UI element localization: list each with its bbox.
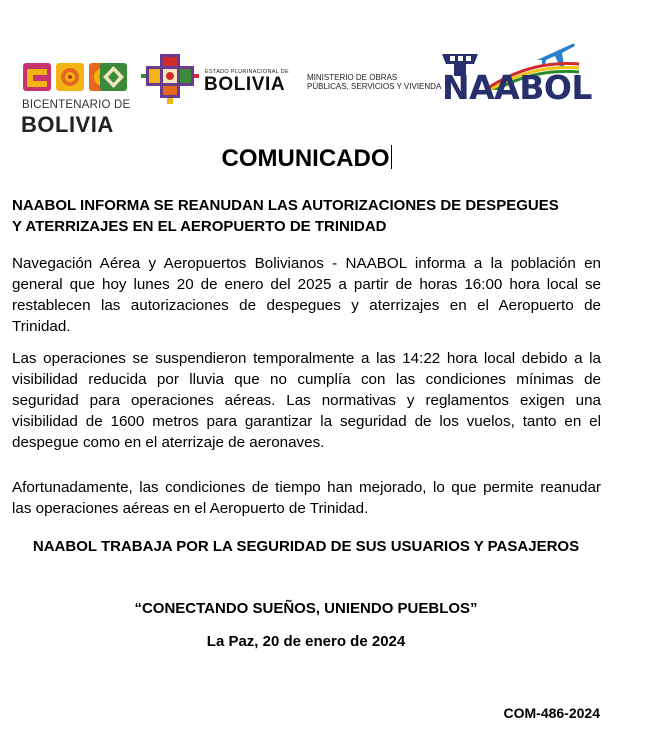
page-title-text: COMUNICADO <box>221 145 390 172</box>
bicentenario-pattern-yellow-icon <box>56 63 84 91</box>
headline <box>12 195 612 237</box>
paragraph-3: Afortunadamente, las condiciones de tiempo han mejorado, lo que permite reanudar las operaciones aéreas en el Aeropuerto de Trinidad. <box>12 479 601 517</box>
place-date: La Paz, 20 de enero de 2024 <box>206 633 406 650</box>
bicentenario-line2: BOLIVIA <box>21 112 114 137</box>
estado-line1: ESTADO PLURINACIONAL DE <box>205 69 289 75</box>
closing-statement: NAABOL TRABAJA POR LA SEGURIDAD DE SUS USUARIOS Y PASAJEROS <box>32 538 580 555</box>
page-title <box>0 145 613 173</box>
paragraph-2: Las operaciones se suspendieron temporalmente a las 14:22 hora local debido a la visibilidad reducida por lluvia que no cumplía con las condiciones mínimas de seguridad para operaciones aéreas. Las normativas y reglamentos exigen una visibilidad de 1600 metros para garantizar la seguridad de los vuelos, tanto en el despegue como en el aterrizaje de aeronaves. <box>12 350 601 451</box>
bicentenario-line1: BICENTENARIO DE <box>22 99 131 111</box>
bicentenario-pattern-green-icon <box>100 63 127 91</box>
slogan: “CONECTANDO SUEÑOS, UNIENDO PUEBLOS” <box>134 600 478 617</box>
ministerio-line1: MINISTERIO DE OBRAS <box>307 73 398 82</box>
bicentenario-pattern-red-icon <box>23 63 51 91</box>
paragraph-1: Navegación Aérea y Aeropuertos Bolivianos - NAABOL informa a la población en general que hoy lunes 20 de enero del 2025 a partir de horas 16:00 hora local se restablecen las autorizaciones de despegues y aterrizajes en el Aeropuerto de Trinidad. <box>12 255 601 335</box>
ministerio-line2: PÚBLICAS, SERVICIOS Y VIVIENDA <box>307 82 442 91</box>
estado-line2: BOLIVIA <box>204 74 286 95</box>
headline-line1: NAABOL INFORMA SE REANUDAN LAS AUTORIZACIONES DE DESPEGUES <box>12 197 559 214</box>
document-reference: COM-486-2024 <box>503 705 600 721</box>
naabol-wordmark: NAABOL <box>442 68 592 107</box>
chakana-emblem-icon <box>139 52 201 107</box>
headline-line2: Y ATERRIZAJES EN EL AEROPUERTO DE TRINIDAD <box>12 218 387 235</box>
text-cursor <box>391 145 392 169</box>
